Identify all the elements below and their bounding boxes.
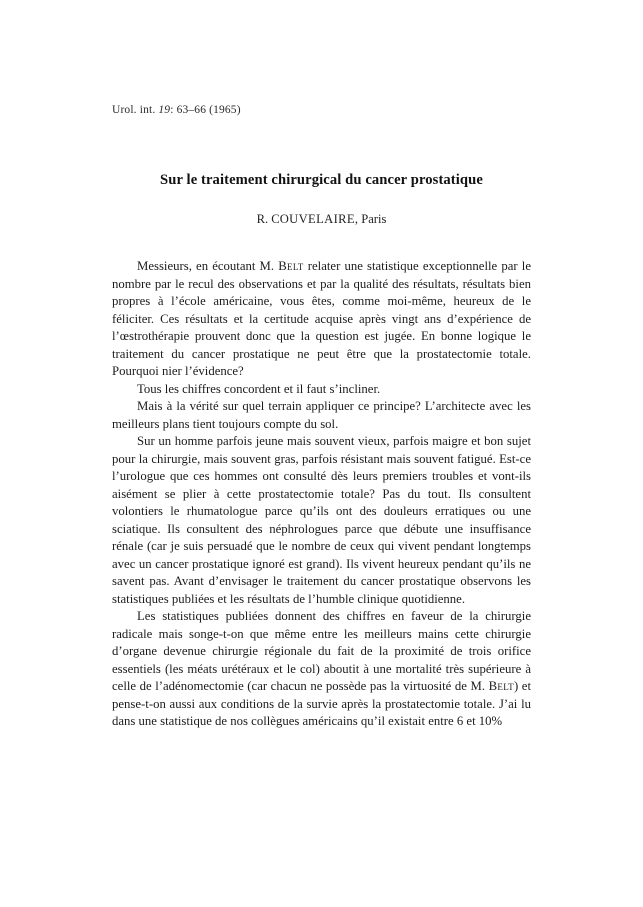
author-initial: R. C — [256, 212, 280, 226]
body-text-column — [112, 258, 531, 731]
page-title: Sur le traitement chirurgical du cancer prostatique — [160, 172, 483, 188]
body-text-run: Tous les chiffres concordent et il faut s’incliner. — [137, 381, 381, 396]
journal-volume: 19 — [158, 104, 171, 116]
journal-abbrev: Urol. int. — [112, 104, 156, 116]
body-text-run: relater une statistique exceptionnelle par le nombre par le recul des observations et par la qualité des résultats, résultats bien propres à l’école américaine, vous êtes, comme moi-même, heureux de le féliciter. Ces résultats et la certitude acquise après vingt ans d’expérience de l’œstrothérapie prouvent donc que la question est jugée. En bonne logique le traitement du cancer prostatique ne peut être que la prostatectomie totale. Pourquoi nier l’évidence? — [112, 259, 531, 378]
journal-citation-line — [112, 104, 241, 116]
author-affiliation: , Paris — [354, 212, 387, 226]
small-caps-name: Belt — [278, 259, 304, 273]
journal-volume-separator: : — [170, 104, 174, 116]
body-paragraph — [112, 608, 531, 731]
journal-year: (1965) — [209, 104, 241, 116]
body-paragraph — [112, 398, 531, 433]
body-paragraph — [112, 433, 531, 608]
body-text-run: Mais à la vérité sur quel terrain appliquer ce principe? L’architecte avec les meilleurs plans tient toujours compte du sol. — [112, 399, 531, 431]
journal-pages: 63–66 — [176, 104, 207, 116]
author-surname: OUVELAIRE — [279, 212, 355, 226]
body-text-run: Messieurs, en écoutant M. — [137, 259, 279, 273]
body-text-run: ) et pense-t-on aussi aux conditions de la survie après la prostatectomie totale. J’ai lu dans une statistique de nos collègues américains qu’il existait entre 6 et 10% — [112, 679, 531, 728]
small-caps-name: Belt — [488, 679, 514, 693]
body-paragraph — [112, 258, 531, 381]
body-text-run: Les statistiques publiées donnent des chiffres en faveur de la chirurgie radicale mais songe-t-on que même entre les meilleurs mains cette chirurgie d’organe devenue chirurgie régionale du fait de la proximité de trois orifice essentiels (les méats urétéraux et le col) aboutit à une mortalité très supérieure à celle de l’adénomectomie (car chacun ne possède pas la virtuosité de M. — [112, 609, 531, 693]
body-paragraph — [112, 381, 531, 399]
body-text-run: Sur un homme parfois jeune mais souvent vieux, parfois maigre et bon sujet pour la chirurgie, mais souvent gras, parfois résistant mais souvent fatigué. Est-ce l’urologue que ces hommes ont consulté dès leurs premiers troubles et vont-ils aisément se plier à cette prostatectomie totale? Pas du tout. Ils consultent volontiers le rhumatologue parce qu’ils ont des douleurs erratiques ou une sciatique. Ils consultent des néphrologues parce que débute une insuffisance rénale (car je suis persuadé que le nombre de ceux qui vivent pendant longtemps avec un cancer prostatique ignoré est grand). Ils vivent heureux pendant qu’ils ne savent pas. Avant d’envisager le traitement du cancer prostatique observons les statistiques publiées et les résultats de l’humble clinique quotidienne. — [112, 434, 531, 606]
author-byline — [112, 212, 531, 227]
